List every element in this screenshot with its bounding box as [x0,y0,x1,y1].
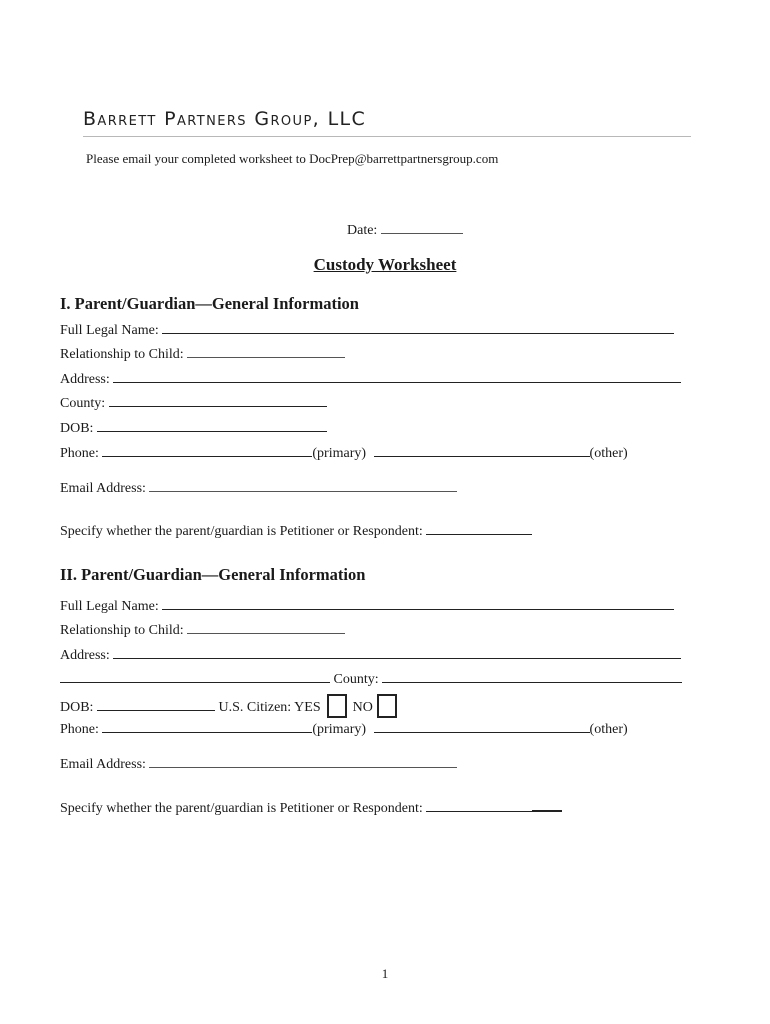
s2-email-field[interactable] [149,755,457,768]
s1-dob-row [60,419,327,437]
s1-full-name-row [60,321,674,339]
s2-full-name-label: Full Legal Name: [60,599,159,614]
s2-address-line-2-field[interactable] [60,670,330,683]
section-1-heading: I. Parent/Guardian—General Information [60,294,359,313]
s2-dob-label: DOB: [60,700,94,715]
s1-relationship-label: Relationship to Child: [60,347,184,362]
s1-relationship-row [60,345,345,363]
s1-phone-label: Phone: [60,446,99,461]
s2-phone-label: Phone: [60,722,99,737]
s2-phone-other-field[interactable] [374,720,590,733]
citizen-yes-checkbox[interactable] [327,694,347,718]
s2-phone-row [60,720,628,738]
s1-specify-row [60,522,532,540]
s2-specify-field-extension [532,798,562,812]
page-number: 1 [381,966,389,981]
email-instruction: Please email your completed worksheet to DocPrep@barrettpartnersgroup.com [86,151,499,166]
s1-county-field[interactable] [109,394,327,407]
s1-address-field[interactable] [113,370,681,383]
s1-email-row [60,479,457,497]
s1-relationship-field[interactable] [187,345,345,358]
s1-phone-other-field[interactable] [374,444,590,457]
s2-specify-row [60,798,562,817]
s2-email-label: Email Address: [60,757,146,772]
s1-phone-row [60,444,628,462]
date-row [347,221,463,239]
s2-relationship-row [60,621,345,639]
s2-phone-primary-field[interactable] [102,720,312,733]
date-label: Date: [347,223,378,238]
s2-address-label: Address: [60,648,110,663]
s1-specify-field[interactable] [426,522,532,535]
s1-address-row [60,370,681,388]
s2-full-name-row [60,597,674,615]
s2-other-label: (other) [589,722,628,737]
s2-no-label: NO [352,700,373,715]
s1-dob-field[interactable] [97,419,327,432]
company-name: Barrett Partners Group, LLC [83,108,367,130]
s2-dob-row [60,694,403,718]
s1-primary-label: (primary) [312,446,367,461]
s1-phone-primary-field[interactable] [102,444,312,457]
s1-email-field[interactable] [149,479,457,492]
s2-relationship-field[interactable] [187,621,345,634]
s2-county-label: County: [333,672,379,687]
s2-specify-field[interactable] [426,799,532,812]
s2-relationship-label: Relationship to Child: [60,623,184,638]
s2-dob-field[interactable] [97,698,215,711]
s2-email-row [60,755,457,773]
s2-county-row [60,670,682,688]
s1-email-label: Email Address: [60,481,146,496]
section-2-heading: II. Parent/Guardian—General Information [60,565,366,584]
s1-address-label: Address: [60,372,110,387]
s2-citizen-label: U.S. Citizen: YES [218,700,321,715]
s1-dob-label: DOB: [60,421,94,436]
s2-address-row [60,646,681,664]
page-title: Custody Worksheet [313,255,457,274]
s1-full-name-label: Full Legal Name: [60,323,159,338]
header-divider [83,136,691,137]
s2-full-name-field[interactable] [162,597,674,610]
s2-county-field[interactable] [382,670,682,683]
s1-county-label: County: [60,396,106,411]
s2-specify-label: Specify whether the parent/guardian is Petitioner or Respondent: [60,801,423,816]
s1-county-row [60,394,327,412]
s1-specify-label: Specify whether the parent/guardian is Petitioner or Respondent: [60,524,423,539]
citizen-no-checkbox[interactable] [377,694,397,718]
date-field[interactable] [381,221,463,234]
s1-other-label: (other) [589,446,628,461]
s1-full-name-field[interactable] [162,321,674,334]
s2-address-field[interactable] [113,646,681,659]
s2-primary-label: (primary) [312,722,367,737]
